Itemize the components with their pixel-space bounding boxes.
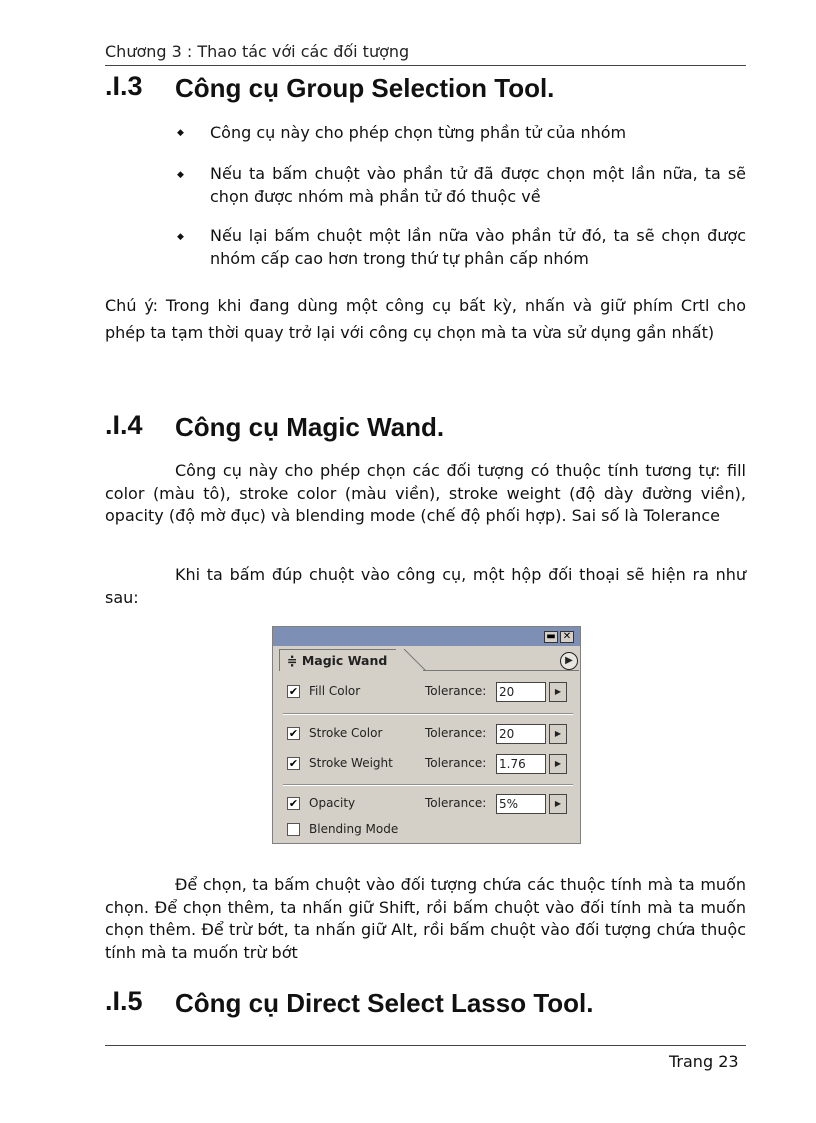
- tolerance-label: Tolerance:: [425, 726, 487, 740]
- stroke-weight-tolerance-input[interactable]: 1.76: [496, 754, 546, 774]
- section-number-i3: .I.3: [105, 71, 143, 101]
- stroke-color-checkbox[interactable]: ✔: [288, 727, 299, 740]
- stroke-color-label: Stroke Color: [309, 726, 383, 740]
- fill-color-label: Fill Color: [309, 684, 361, 698]
- opacity-tolerance-input[interactable]: 5%: [496, 794, 546, 814]
- fill-color-arrow-icon[interactable]: ▶: [549, 682, 567, 702]
- fill-color-tolerance-input[interactable]: 20: [496, 682, 546, 702]
- close-icon[interactable]: ✕: [560, 631, 574, 643]
- palette-titlebar: [273, 627, 580, 646]
- palette-tab-label: ≑ Magic Wand: [287, 653, 388, 668]
- bullet-item: Nếu lại bấm chuột một lần nữa vào phần tử đó, ta sẽ chọn được nhóm cấp cao hơn trong thứ tự phân cấp nhóm: [210, 226, 746, 268]
- footer-rule: [105, 1045, 746, 1046]
- tolerance-label: Tolerance:: [425, 796, 487, 810]
- header-rule: [105, 65, 746, 66]
- note-paragraph: Chú ý: Trong khi đang dùng một công cụ bất kỳ, nhấn và giữ phím Crtl cho phép ta tạm thời quay trở lại với công cụ chọn mà ta vừa sử dụng gần nhất): [105, 296, 746, 342]
- section-number-i5: .I.5: [105, 986, 143, 1016]
- separator: [283, 784, 573, 786]
- minimize-icon[interactable]: ▬: [544, 631, 558, 643]
- tolerance-label: Tolerance:: [425, 756, 487, 770]
- bullet-item: Nếu ta bấm chuột vào phần tử đã được chọn một lần nữa, ta sẽ chọn được nhóm mà phần tử đó thuộc về: [210, 164, 746, 206]
- stroke-color-arrow-icon[interactable]: ▶: [549, 724, 567, 744]
- opacity-arrow-icon[interactable]: ▶: [549, 794, 567, 814]
- section-number-i4: .I.4: [105, 410, 143, 440]
- bullet-icon: ◆: [177, 128, 184, 138]
- opacity-checkbox[interactable]: ✔: [288, 797, 299, 810]
- page-number: Trang 23: [669, 1052, 739, 1071]
- stroke-weight-checkbox[interactable]: ✔: [288, 757, 299, 770]
- fill-color-checkbox[interactable]: ✔: [288, 685, 299, 698]
- stroke-weight-label: Stroke Weight: [309, 756, 393, 770]
- stroke-weight-arrow-icon[interactable]: ▶: [549, 754, 567, 774]
- stroke-color-tolerance-input[interactable]: 20: [496, 724, 546, 744]
- body-paragraph: Khi ta bấm đúp chuột vào công cụ, một hộp đối thoại sẽ hiện ra như sau:: [105, 565, 746, 607]
- section-title-direct-select-lasso: Công cụ Direct Select Lasso Tool.: [175, 988, 594, 1018]
- tab-baseline: [423, 670, 579, 671]
- magic-wand-palette: [272, 626, 581, 844]
- separator: [283, 713, 573, 715]
- blending-mode-label: Blending Mode: [309, 822, 399, 836]
- body-paragraph: Công cụ này cho phép chọn các đối tượng có thuộc tính tương tự: fill color (màu tô), stroke color (màu viền), stroke weight (độ dày đường viền), opacity (độ mờ đục) và blending mode (chế độ phối hợp). Sai số là Tolerance: [105, 461, 746, 525]
- running-header: Chương 3 : Thao tác với các đối tượng: [105, 42, 410, 61]
- section-title-group-selection: Công cụ Group Selection Tool.: [175, 73, 555, 103]
- tab-edge: [396, 649, 426, 671]
- tolerance-label: Tolerance:: [425, 684, 487, 698]
- opacity-label: Opacity: [309, 796, 356, 810]
- bullet-icon: ◆: [177, 232, 184, 242]
- blending-mode-checkbox[interactable]: [287, 823, 300, 836]
- section-title-magic-wand: Công cụ Magic Wand.: [175, 412, 445, 442]
- bullet-icon: ◆: [177, 170, 184, 180]
- body-paragraph: Để chọn, ta bấm chuột vào đối tượng chứa các thuộc tính mà ta muốn chọn. Để chọn thêm, ta nhấn giữ Shift, rồi bấm chuột vào đối tính mà ta muốn chọn thêm. Để trừ bớt, ta nhấn giữ Alt, rồi bấm chuột vào đối tượng chứa thuộc tính mà ta muốn trừ bớt: [105, 875, 746, 962]
- palette-menu-icon[interactable]: ▶: [560, 652, 578, 670]
- bullet-item: Công cụ này cho phép chọn từng phần tử của nhóm: [210, 123, 627, 142]
